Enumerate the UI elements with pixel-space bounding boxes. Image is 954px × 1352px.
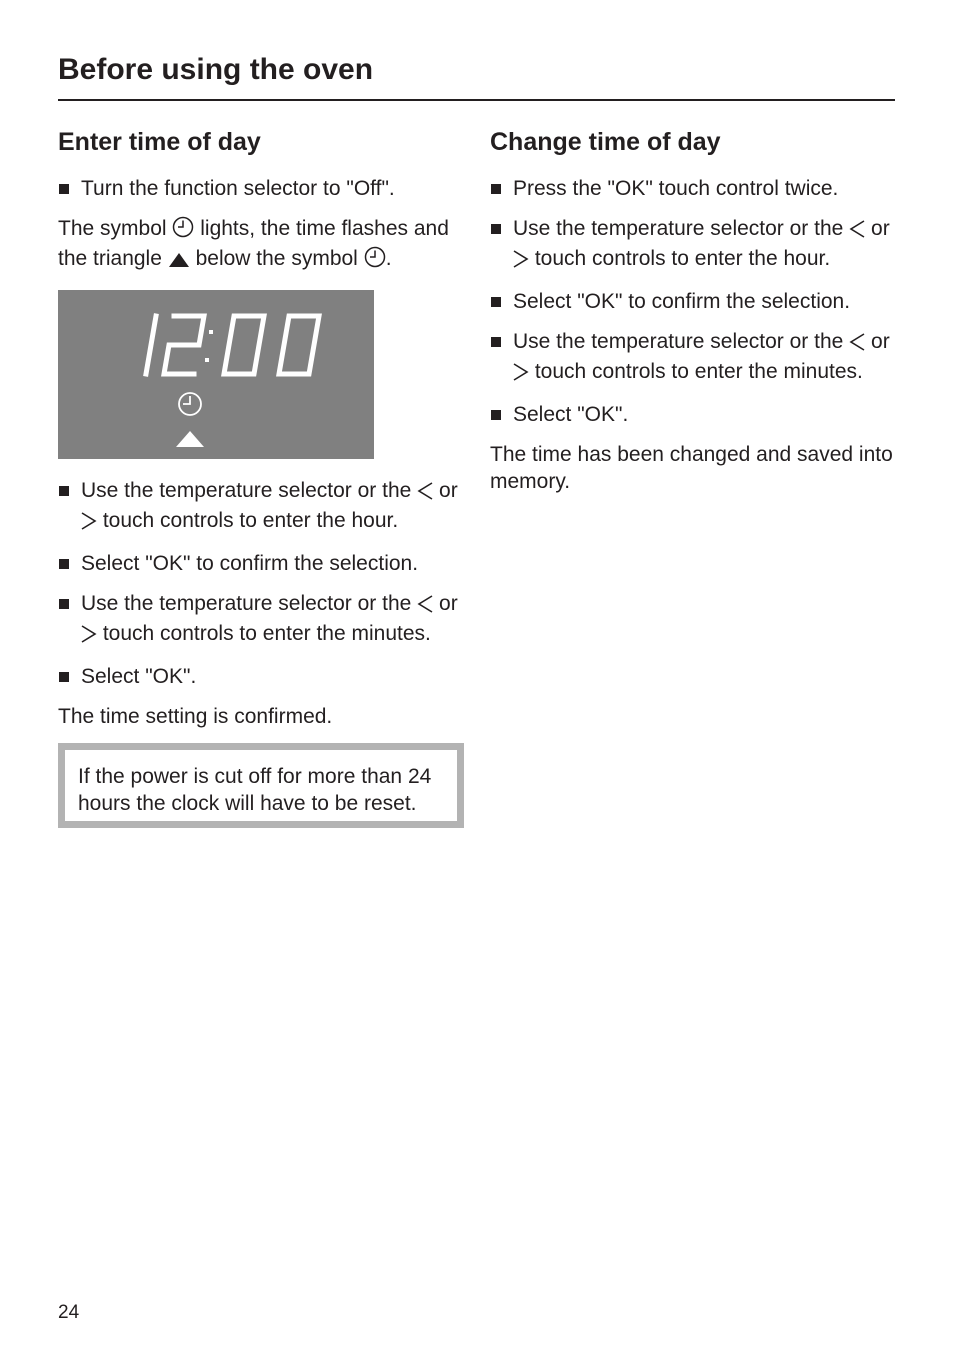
oven-display-illustration [58, 290, 374, 459]
text-fragment: or [439, 592, 458, 615]
symbol-description [58, 215, 468, 275]
clock-icon [179, 393, 201, 415]
chevron-left-icon [849, 331, 865, 358]
list-item [58, 663, 468, 690]
list-item [58, 590, 468, 650]
text-fragment: or [439, 479, 458, 502]
title-divider [58, 99, 895, 101]
clock-icon [172, 216, 194, 245]
step-text: Select "OK". [513, 403, 629, 426]
step-text: Turn the function selector to "Off". [81, 177, 395, 200]
bullet-icon [491, 337, 501, 347]
clock-icon [364, 246, 386, 275]
chevron-right-icon [513, 361, 529, 388]
chevron-left-icon [417, 593, 433, 620]
text-fragment: . [385, 247, 392, 270]
result-text: The time has been changed and saved into memory. [490, 443, 893, 493]
bullet-icon [491, 224, 501, 234]
chevron-right-icon [81, 623, 97, 650]
step-text: Select "OK". [81, 665, 197, 688]
text-fragment: Use the temperature selector or the [81, 479, 412, 502]
step-text: Select "OK" to confirm the selection. [81, 552, 419, 575]
bullet-icon [59, 559, 69, 569]
result-text: The time setting is confirmed. [58, 705, 333, 728]
text-fragment: lights, the time flashes and the triangle [58, 217, 449, 270]
text-fragment: touch controls to enter the hour. [102, 509, 399, 532]
section-heading-change-time: Change time of day [490, 128, 721, 156]
text-fragment: touch controls to enter the hour. [534, 247, 831, 270]
list-item [490, 288, 900, 315]
bullet-icon [491, 297, 501, 307]
list-item [490, 215, 900, 275]
text-fragment: The symbol [58, 217, 167, 240]
list-item [58, 550, 468, 577]
triangle-up-icon [168, 248, 190, 275]
list-item [490, 328, 900, 388]
list-item [58, 477, 468, 537]
chevron-right-icon [513, 248, 529, 275]
text-fragment: Use the temperature selector or the [513, 330, 844, 353]
bullet-icon [59, 599, 69, 609]
bullet-icon [59, 184, 69, 194]
step-text: Select "OK" to confirm the selection. [513, 290, 851, 313]
page-title: Before using the oven [58, 53, 374, 86]
text-fragment: touch controls to enter the minutes. [534, 360, 863, 383]
list-item [58, 175, 468, 202]
display-digits [58, 290, 374, 459]
note-box [58, 743, 464, 828]
chevron-left-icon [849, 218, 865, 245]
list-item [490, 175, 900, 202]
enter-time-section [58, 125, 468, 828]
section-heading-enter-time: Enter time of day [58, 128, 261, 156]
list-item [490, 401, 900, 428]
chevron-right-icon [81, 510, 97, 537]
step-text: Press the "OK" touch control twice. [513, 177, 839, 200]
bullet-icon [59, 672, 69, 682]
text-fragment: below the symbol [195, 247, 358, 270]
bullet-icon [491, 184, 501, 194]
text-fragment: or [871, 217, 890, 240]
bullet-icon [59, 486, 69, 496]
change-time-section [490, 125, 900, 508]
chevron-left-icon [417, 480, 433, 507]
text-fragment: Use the temperature selector or the [81, 592, 412, 615]
bullet-icon [491, 410, 501, 420]
text-fragment: Use the temperature selector or the [513, 217, 844, 240]
text-fragment: or [871, 330, 890, 353]
page-number: 24 [58, 1302, 80, 1323]
text-fragment: touch controls to enter the minutes. [102, 622, 431, 645]
note-text: If the power is cut off for more than 24 hours the clock will have to be reset. [78, 765, 432, 815]
triangle-up-icon [176, 431, 204, 447]
